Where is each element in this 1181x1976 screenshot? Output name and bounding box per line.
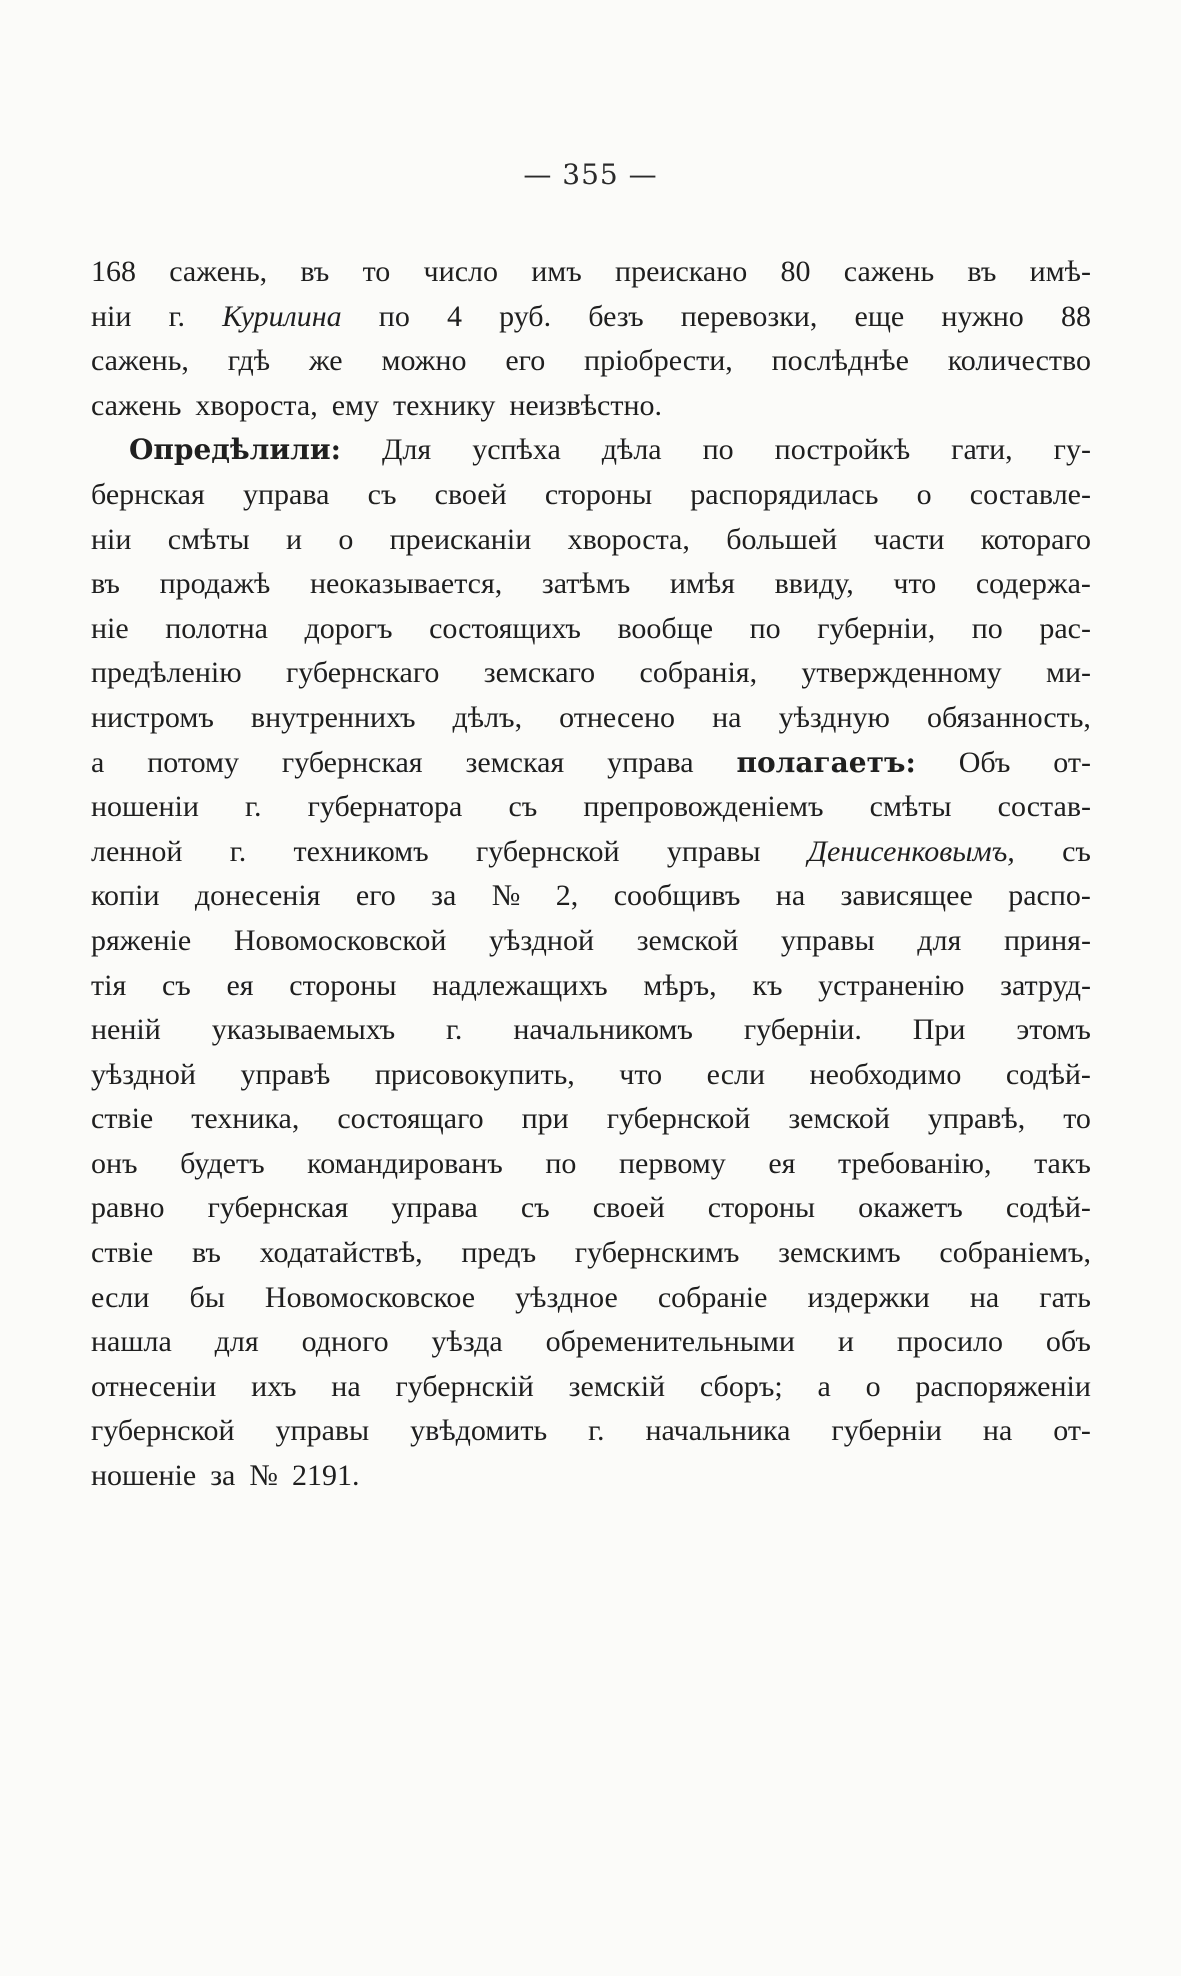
word: потому: [147, 745, 240, 779]
word: постройкѣ: [774, 433, 911, 467]
word: дорогъ: [304, 611, 393, 645]
word: 2,: [555, 879, 579, 913]
word: котораго: [980, 522, 1091, 556]
word: гать: [1039, 1280, 1091, 1314]
word: составле-: [969, 477, 1091, 511]
word: ствiе: [91, 1236, 154, 1270]
word: одного: [301, 1325, 389, 1359]
word: съ: [367, 477, 397, 511]
word: преисканiи: [389, 522, 532, 556]
word: г.: [588, 1414, 605, 1448]
text-line: [91, 339, 1091, 384]
word: отнесенiи: [91, 1369, 217, 1403]
word: дѣла: [601, 433, 662, 467]
word: ихъ: [251, 1369, 297, 1403]
word: собранiе: [657, 1280, 768, 1314]
word: большей: [726, 522, 838, 556]
word: командированъ: [307, 1146, 503, 1180]
word: затруд-: [1000, 968, 1091, 1002]
word: прiобрести,: [584, 344, 733, 378]
word: вообще: [617, 611, 714, 645]
word: для: [214, 1325, 259, 1359]
word: необходимо: [809, 1057, 962, 1091]
word: на: [775, 879, 806, 913]
word: его: [505, 344, 546, 378]
word: то: [1063, 1102, 1091, 1136]
text-line: [91, 741, 1091, 786]
word: ми-: [1045, 656, 1091, 690]
word: сажень,: [91, 344, 189, 378]
text-line: [91, 1320, 1091, 1365]
text-line: [91, 1186, 1091, 1231]
word: стороны: [544, 477, 653, 511]
word: сажень: [91, 388, 182, 422]
word: губернскiй: [395, 1369, 534, 1403]
word: губернской: [475, 834, 620, 868]
word: 168: [91, 255, 136, 288]
word: уѣздной: [489, 923, 595, 957]
word: хвороста,: [567, 522, 690, 556]
word: съ: [520, 1191, 550, 1225]
word: по: [378, 299, 410, 333]
word: на: [331, 1369, 361, 1403]
word: въ: [967, 255, 997, 288]
word: губернской: [91, 1414, 235, 1448]
word: своей: [592, 1191, 665, 1225]
word: №: [249, 1459, 278, 1493]
word: ея: [768, 1146, 796, 1180]
word: гу-: [1053, 433, 1091, 467]
word: смѣты: [869, 790, 952, 824]
word: ввиду,: [774, 567, 854, 601]
word: 2191.: [291, 1459, 360, 1493]
word: смѣты: [167, 522, 250, 556]
word: за: [210, 1459, 236, 1493]
word: содѣй-: [1005, 1191, 1091, 1225]
word: стороны: [289, 968, 397, 1002]
word: сборъ;: [699, 1369, 783, 1403]
word: то: [362, 255, 391, 288]
word: бернская: [91, 477, 205, 511]
word: уѣздное: [515, 1280, 618, 1314]
word: техника,: [191, 1102, 300, 1136]
word: же: [308, 344, 343, 378]
word: земская: [465, 745, 565, 779]
word: земскаго: [483, 656, 596, 690]
word: внутреннихъ: [250, 700, 416, 734]
word: въ: [191, 1236, 221, 1270]
text-line: [91, 1053, 1091, 1098]
text-line: [91, 1276, 1091, 1321]
word: Для: [381, 433, 432, 467]
text-line: [91, 919, 1091, 964]
word: стороны: [707, 1191, 816, 1225]
word: ствiе: [91, 1102, 154, 1136]
text-line: [91, 1231, 1091, 1276]
word: земскимъ: [778, 1236, 901, 1270]
word: 4: [446, 299, 462, 333]
word: тiя: [91, 968, 127, 1002]
word: содѣй-: [1005, 1057, 1091, 1091]
word: перевозки,: [680, 299, 818, 333]
word: будетъ: [180, 1146, 265, 1180]
word: нашла: [91, 1325, 172, 1359]
word: приня-: [1003, 923, 1091, 957]
word: хвороста,: [195, 388, 318, 422]
word: въ: [300, 255, 330, 288]
text-line: [91, 607, 1091, 652]
word: продажѣ: [159, 567, 271, 601]
word: гати,: [951, 433, 1013, 467]
word: земской: [636, 923, 739, 957]
word: обременительными: [545, 1325, 795, 1359]
word: а: [817, 1369, 831, 1403]
word: губернiи: [831, 1414, 942, 1448]
word: своей: [434, 477, 507, 511]
word: по: [702, 433, 734, 467]
word: полагаетъ:: [736, 745, 916, 779]
text-line: [91, 1142, 1091, 1187]
word: о: [865, 1369, 881, 1403]
word: имѣя: [669, 567, 735, 601]
text-line: [91, 518, 1091, 563]
word: сообщивъ: [613, 879, 741, 913]
word: отнесено: [559, 700, 676, 734]
word: г.: [168, 299, 185, 333]
word: распоряженiи: [915, 1369, 1091, 1403]
text-line: [91, 428, 1091, 473]
word: Объ: [958, 745, 1011, 779]
word: состоящаго: [337, 1102, 484, 1136]
page-number: — 355 —: [523, 158, 658, 191]
word: распо-: [1008, 879, 1091, 913]
word: части: [873, 522, 945, 556]
text-line: [91, 1008, 1091, 1053]
word: можно: [381, 344, 467, 378]
word: управы: [275, 1414, 370, 1448]
word: о: [916, 477, 932, 511]
word: управѣ: [240, 1057, 331, 1091]
word: съ: [508, 790, 538, 824]
word: 80: [780, 255, 811, 288]
text-line: [91, 785, 1091, 830]
word: г.: [446, 1013, 463, 1047]
word: от-: [1053, 745, 1091, 779]
word: собранiя,: [639, 656, 758, 690]
word: неоказывается,: [309, 567, 503, 601]
word: обязанность,: [926, 700, 1091, 734]
word: успѣха: [472, 433, 561, 467]
word: нiе: [91, 611, 129, 645]
word: по: [749, 611, 781, 645]
word: его: [355, 879, 396, 913]
word: содержа-: [975, 567, 1091, 601]
word: устраненiю: [818, 968, 965, 1002]
text-line: [91, 250, 1091, 295]
word: объ: [1045, 1325, 1091, 1359]
word: сажень,: [169, 255, 268, 288]
word: ряженiе: [91, 923, 192, 957]
word: сажень: [843, 255, 935, 288]
word: затѣмъ: [541, 567, 631, 601]
word: съ: [161, 968, 191, 1002]
word: присовокупить,: [374, 1057, 575, 1091]
word: донесенiя: [194, 879, 321, 913]
word: неизвѣстно.: [509, 388, 663, 422]
word: При: [912, 1013, 966, 1047]
word: рас-: [1039, 611, 1091, 645]
word: количество: [947, 344, 1091, 378]
word: Курилина: [222, 299, 342, 333]
word: губернiи,: [817, 611, 936, 645]
word: что: [893, 567, 937, 601]
word: копiи: [91, 879, 160, 913]
word: послѣднѣе: [771, 344, 909, 378]
word: по: [971, 611, 1003, 645]
word: от-: [1053, 1414, 1091, 1448]
word: губернской: [606, 1102, 751, 1136]
word: уѣзда: [431, 1325, 503, 1359]
word: на: [712, 700, 742, 734]
word: собранiемъ,: [939, 1236, 1091, 1270]
text-line: [91, 562, 1091, 607]
word: безъ: [588, 299, 644, 333]
word: ненiй: [91, 1013, 161, 1047]
word: такъ: [1034, 1146, 1091, 1180]
word: за: [431, 879, 457, 913]
word: губернская: [281, 745, 423, 779]
word: этомъ: [1016, 1013, 1091, 1047]
word: имѣ-: [1029, 255, 1091, 288]
word: земскiй: [568, 1369, 666, 1403]
word: на: [982, 1414, 1013, 1448]
word: ея: [226, 968, 254, 1002]
text-line: [91, 696, 1091, 741]
word: нiи: [91, 299, 132, 333]
word: ленной: [91, 834, 183, 868]
word: распорядилась: [690, 477, 879, 511]
word: управы: [666, 834, 761, 868]
word: Новомосковское: [264, 1280, 476, 1314]
word: равно: [91, 1191, 165, 1225]
word: преискано: [615, 255, 748, 288]
text-line: [91, 874, 1091, 919]
word: просило: [896, 1325, 1003, 1359]
word: при: [521, 1102, 569, 1136]
word: еще: [854, 299, 905, 333]
word: для: [917, 923, 962, 957]
word: начальника: [645, 1414, 791, 1448]
word: указываемыхъ: [211, 1013, 396, 1047]
word: г.: [229, 834, 247, 868]
word: земской: [788, 1102, 890, 1136]
word: бы: [189, 1280, 225, 1314]
word: ношенiе: [91, 1459, 197, 1493]
word: техникомъ: [293, 834, 429, 868]
text-line: [91, 384, 1091, 429]
word: предъ: [461, 1236, 537, 1270]
text-line: [91, 1409, 1091, 1454]
word: увѣдомить: [410, 1414, 548, 1448]
word: управа: [242, 477, 330, 511]
word: губернская: [207, 1191, 349, 1225]
word: предѣленiю: [91, 656, 242, 690]
word: мѣръ,: [643, 968, 717, 1002]
word: управа: [391, 1191, 478, 1225]
word: ношенiи: [91, 790, 199, 824]
word: нужно: [941, 299, 1024, 333]
word: нистромъ: [91, 700, 214, 734]
word: управа: [607, 745, 694, 779]
word: если: [706, 1057, 766, 1091]
word: препровожденiемъ: [583, 790, 824, 824]
word: г.: [245, 790, 262, 824]
word: имъ: [531, 255, 582, 288]
word: состав-: [997, 790, 1091, 824]
word: съ: [1062, 834, 1091, 868]
word: ходатайствѣ,: [259, 1236, 423, 1270]
word: губернскаго: [285, 656, 440, 690]
word: а: [91, 745, 105, 779]
text-line: [91, 651, 1091, 696]
word: Новомосковской: [233, 923, 447, 957]
word: утвержденному: [801, 656, 1002, 690]
word: по: [545, 1146, 577, 1180]
word: что: [619, 1057, 663, 1091]
word: и: [285, 522, 302, 556]
word: къ: [752, 968, 783, 1002]
word: управѣ,: [927, 1102, 1026, 1136]
word: и: [837, 1325, 854, 1359]
word: 88: [1060, 299, 1091, 333]
word: управы: [780, 923, 875, 957]
word: нiи: [91, 522, 132, 556]
text-line: [91, 1454, 1091, 1499]
word: зависящее: [840, 879, 973, 913]
word: состоящихъ: [429, 611, 581, 645]
word: требованiю,: [838, 1146, 992, 1180]
word: начальникомъ: [513, 1013, 693, 1047]
word: губернскимъ: [574, 1236, 740, 1270]
word: №: [491, 879, 521, 913]
word: руб.: [499, 299, 552, 333]
text-line: [91, 1097, 1091, 1142]
word: Денисенковымъ,: [807, 834, 1015, 868]
word: если: [91, 1280, 150, 1314]
text-line: [91, 964, 1091, 1009]
word: губернiи.: [743, 1013, 862, 1047]
word: въ: [91, 567, 120, 601]
word: гдѣ: [227, 344, 271, 378]
text-line: [91, 830, 1091, 875]
word: Опредѣлили:: [129, 433, 341, 467]
word: о: [338, 522, 354, 556]
word: губернатора: [307, 790, 463, 824]
word: полотна: [165, 611, 268, 645]
word: уѣздной: [91, 1057, 196, 1091]
word: онъ: [91, 1146, 138, 1180]
word: окажетъ: [858, 1191, 963, 1225]
word: издержки: [807, 1280, 930, 1314]
text-line: [91, 1365, 1091, 1410]
word: уѣздную: [778, 700, 890, 734]
word: на: [969, 1280, 1000, 1314]
text-line: [91, 295, 1091, 340]
word: первому: [619, 1146, 726, 1180]
word: дѣлъ,: [452, 700, 523, 734]
word: надлежащихъ: [432, 968, 608, 1002]
word: ему: [331, 388, 380, 422]
word: технику: [393, 388, 496, 422]
body-text: [91, 250, 1091, 1499]
word: число: [423, 255, 498, 288]
text-line: [91, 473, 1091, 518]
